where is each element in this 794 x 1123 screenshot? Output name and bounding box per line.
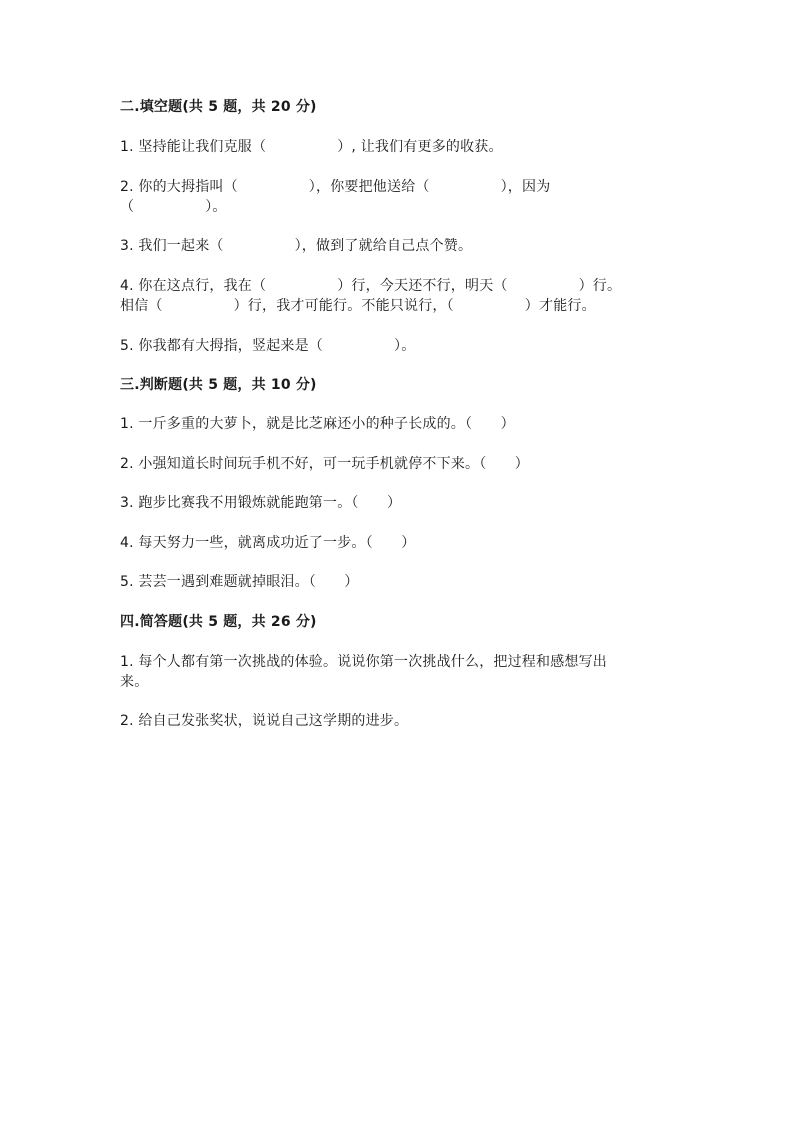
tf-question-4: 4. 每天努力一些，就离成功近了一步。（ ） <box>120 535 416 551</box>
tf-question-3: 3. 跑步比赛我不用锻炼就能跑第一。（ ） <box>120 495 402 511</box>
short-question-1-line-1: 1. 每个人都有第一次挑战的体验。说说你第一次挑战什么，把过程和感想写出 <box>120 654 608 670</box>
fill-question-4-line-2: 相信（ ）行，我才可能行。不能只说行，（ ）才能行。 <box>120 298 596 314</box>
section-heading-fill-blank: 二.填空题(共 5 题，共 20 分) <box>120 99 317 115</box>
section-heading-short-answer: 四.简答题(共 5 题，共 26 分) <box>120 614 317 630</box>
fill-question-2-line-2: （ ）。 <box>120 199 227 215</box>
fill-question-4-line-1: 4. 你在这点行，我在（ ）行，今天还不行，明天（ ）行。 <box>120 278 622 294</box>
short-question-2: 2. 给自己发张奖状，说说自己这学期的进步。 <box>120 713 409 729</box>
fill-question-1: 1. 坚持能让我们克服（ ）, 让我们有更多的收获。 <box>120 139 503 155</box>
tf-question-1: 1. 一斤多重的大萝卜，就是比芝麻还小的种子长成的。（ ） <box>120 416 515 432</box>
fill-question-5: 5. 你我都有大拇指，竖起来是（ ）。 <box>120 338 416 354</box>
tf-question-2: 2. 小强知道长时间玩手机不好，可一玩手机就停不下来。（ ） <box>120 456 530 472</box>
short-question-1-line-2: 来。 <box>120 674 149 690</box>
section-heading-true-false: 三.判断题(共 5 题，共 10 分) <box>120 377 317 393</box>
tf-question-5: 5. 芸芸一遇到难题就掉眼泪。（ ） <box>120 574 359 590</box>
fill-question-2-line-1: 2. 你的大拇指叫（ ），你要把他送给（ ），因为 <box>120 179 551 195</box>
fill-question-3: 3. 我们一起来（ ），做到了就给自己点个赞。 <box>120 238 473 254</box>
